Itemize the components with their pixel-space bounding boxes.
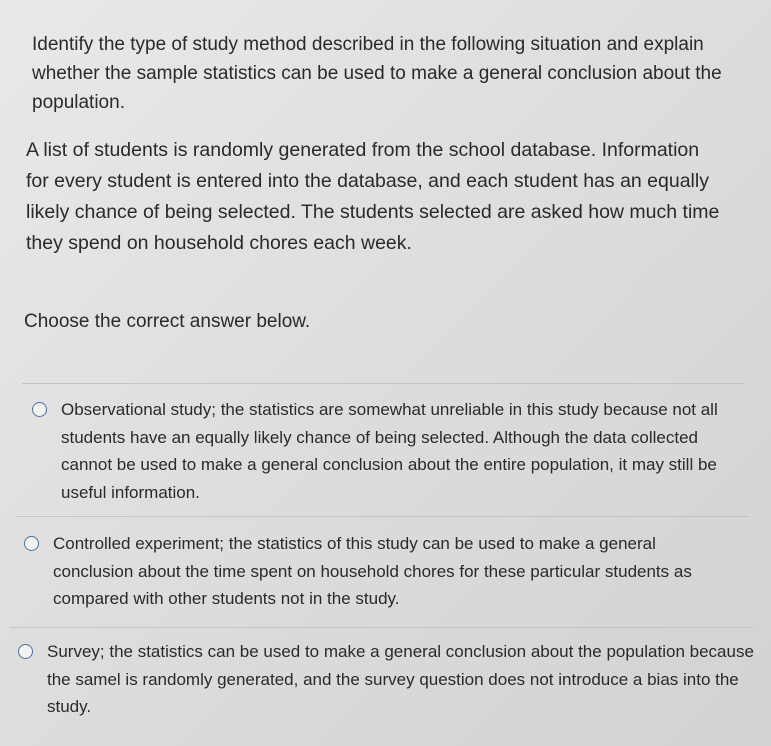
radio-button-icon[interactable] [32,402,47,417]
answer-option-label: Survey; the statistics can be used to make a general conclusion about the population because the samel is randomly generated, and the survey question does not introduce a bias into the study. [47,642,754,716]
answer-option-survey[interactable] [18,638,758,721]
answer-option-controlled-experiment[interactable] [24,530,734,613]
answer-option-label: Controlled experiment; the statistics of this study can be used to make a general conclusion about the time spent on household chores for these particular students as compared with other students not in the study. [53,534,692,608]
question-scenario: A list of students is randomly generated from the school database. Information for every student is entered into the database, and each student has an equally likely chance of being selected. The students selected are asked how much time they spend on household chores each week. [26,139,720,254]
radio-button-icon[interactable] [24,536,39,551]
divider [22,383,744,384]
answer-instruction: Choose the correct answer below. [24,311,311,332]
divider [16,516,750,517]
question-prompt: Identify the type of study method described in the following situation and explain whether the sample statistics can be used to make a general conclusion about the population. [32,34,722,113]
answer-option-observational[interactable] [32,396,732,506]
answer-option-label: Observational study; the statistics are somewhat unreliable in this study because not all students have an equally likely chance of being selected. Although the data collected cannot be used to make a general conclusion about the entire population, it may still be useful information. [61,400,718,502]
radio-button-icon[interactable] [18,644,33,659]
divider [10,627,754,628]
